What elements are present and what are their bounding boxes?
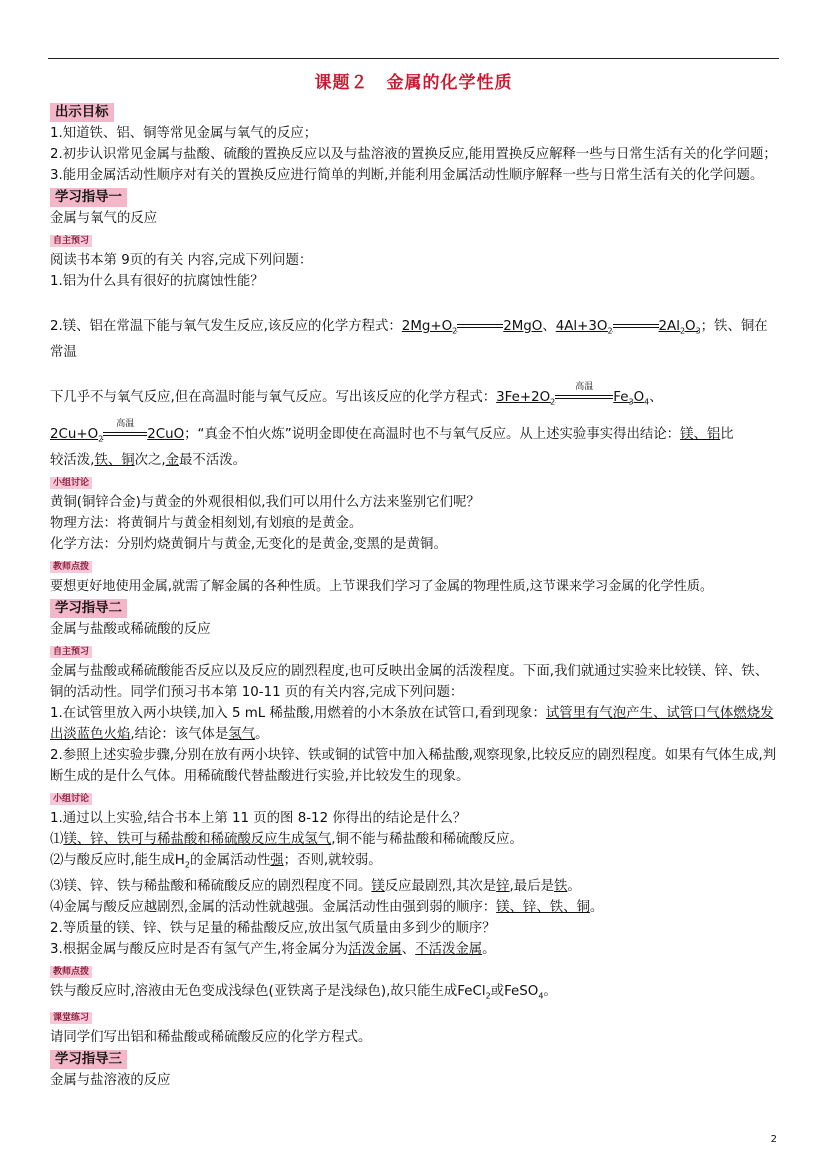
guide2-preview-tag: 自主预习 (50, 646, 92, 658)
guide1-q2: 2.镁、铝在常温下能与氧气发生反应,该反应的化学方程式：$2Mg+O_2$ 2MgO、$4Al+3O_2$ $2Al_2O_3$；铁、铜在常温 (50, 319, 768, 360)
equation-sign (613, 321, 659, 331)
guide1-phys: 物理方法：将黄铜片与黄金相刻划,有划痕的是黄金。 (50, 516, 363, 532)
guide1-line2: 下几乎不与氧气反应,但在高温时能与氧气反应。写出该反应的化学方程式：$3Fe+2O_2$ 高温 $Fe_3O_4$、 (50, 381, 663, 407)
guide2-practice-tag: 课堂练习 (50, 1012, 92, 1024)
guide2-d3: 3.根据金属与酸反应时是否有氢气产生,将金属分为活泼金属、不活泼金属。 (50, 941, 496, 957)
guide2-teacher-text: 铁与酸反应时,溶液由无色变成浅绿色(亚铁离子是浅绿色),故只能生成FeCl$_2$或FeSO$_4$。 (50, 983, 557, 1001)
guide1-chem: 化学方法：分别灼烧黄铜片与黄金,无变化的是黄金,变黑的是黄铜。 (50, 537, 447, 553)
goal-item-3: 3.能用金属活动性顺序对有关的置换反应进行简单的判断,并能利用金属活动性顺序解释一些与日常生活有关的化学问题。 (50, 168, 764, 183)
goal-item-1: 1.知道铁、铝、铜等常见金属与氧气的反应； (50, 126, 318, 141)
document-body (50, 101, 780, 1091)
guide2-d1d: ⑷金属与酸反应越剧烈,金属的活动性就越强。金属活动性由强到弱的顺序：镁、锌、铁、铜。 (50, 899, 604, 915)
page-title: 课题２ 金属的化学性质 (314, 73, 513, 93)
guide2-badge: 学习指导二 (50, 599, 127, 618)
equation-sign (457, 321, 503, 331)
goal-badge: 出示目标 (50, 103, 114, 122)
guide2-d1: 1.通过以上实验,结合书本上第 11 页的图 8-12 你得出的结论是什么？ (50, 811, 467, 827)
guide1-discuss-q: 黄铜(铜锌合金)与黄金的外观很相似,我们可以用什么方法来鉴别它们呢？ (50, 495, 480, 511)
guide1-line4: 较活泼,铁、铜次之,金最不活泼。 (50, 453, 246, 469)
goal-item-2: 2.初步认识常见金属与盐酸、硫酸的置换反应以及与盐溶液的置换反应,能用置换反应解释一些与日常生活有关的化学问题； (50, 147, 777, 162)
guide2-discuss-tag: 小组讨论 (50, 793, 92, 805)
guide1-line3: $2Cu+O_2$ 高温 2CuO；“真金不怕火炼”说明金即使在高温时也不与氧气反应。从上述实验事实得出结论：镁、铝比 (50, 419, 734, 445)
guide2-step2: 2.参照上述实验步骤,分别在放有两小块锌、铁或铜的试管中加入稀盐酸,观察现象,比较反应的剧烈程度。如果有气体生成,判断生成的是什么气体。用稀硫酸代替盐酸进行实验,并比较发生的现象。 (50, 748, 777, 785)
guide2-teacher-tag: 教师点拨 (50, 966, 92, 978)
equation-sign-high-temp: 高温 (103, 429, 147, 439)
header-rule (48, 58, 779, 59)
guide1-discuss-tag: 小组讨论 (50, 477, 92, 489)
guide2-d1c: ⑶镁、锌、铁与稀盐酸和稀硫酸反应的剧烈程度不同。镁反应最剧烈,其次是锌,最后是铁。 (50, 878, 581, 894)
guide1-heading: 金属与氧气的反应 (50, 211, 158, 226)
guide3-badge: 学习指导三 (50, 1050, 127, 1069)
guide2-step1: 1.在试管里放入两小块镁,加入 5 mL 稀盐酸,用燃着的小木条放在试管口,看到现象：试管里有气泡产生、试管口气体燃烧发出淡蓝色火焰,结论：该气体是氢气。 (50, 706, 774, 743)
guide1-q1: 1.铝为什么具有很好的抗腐蚀性能？ (50, 274, 264, 289)
guide2-practice: 请同学们写出铝和稀盐酸或稀硫酸反应的化学方程式。 (50, 1030, 372, 1046)
guide2-d2: 2.等质量的镁、锌、铁与足量的稀盐酸反应,放出氢气质量由多到少的顺序？ (50, 920, 496, 936)
guide2-d1b: ⑵与酸反应时,能生成$H_2$的金属活动性强；否则,就较弱。 (50, 853, 382, 870)
guide1-teacher-tag: 教师点拨 (50, 561, 92, 573)
equation-sign-high-temp: 高温 (555, 392, 613, 402)
guide2-intro: 金属与盐酸或稀硫酸能否反应以及反应的剧烈程度,也可反映出金属的活泼程度。下面,我们就通过实验来比较镁、锌、铁、铜的活动性。同学们预习书本第 10-11 页的有关内容,完成下列问题： (50, 664, 769, 701)
page-number: 2 (770, 1134, 777, 1145)
guide1-teacher-text: 要想更好地使用金属,就需了解金属的各种性质。上节课我们学习了金属的物理性质,这节课来学习金属的化学性质。 (50, 579, 714, 595)
guide1-badge: 学习指导一 (50, 188, 127, 207)
guide1-intro: 阅读书本第 9页的有关 内容,完成下列问题： (50, 253, 313, 268)
guide3-heading: 金属与盐溶液的反应 (50, 1073, 171, 1089)
guide2-d1a: ⑴镁、锌、铁可与稀盐酸和稀硫酸反应生成氢气,铜不能与稀盐酸和稀硫酸反应。 (50, 832, 523, 848)
guide2-heading: 金属与盐酸或稀硫酸的反应 (50, 622, 211, 638)
guide1-preview-tag: 自主预习 (50, 235, 92, 247)
